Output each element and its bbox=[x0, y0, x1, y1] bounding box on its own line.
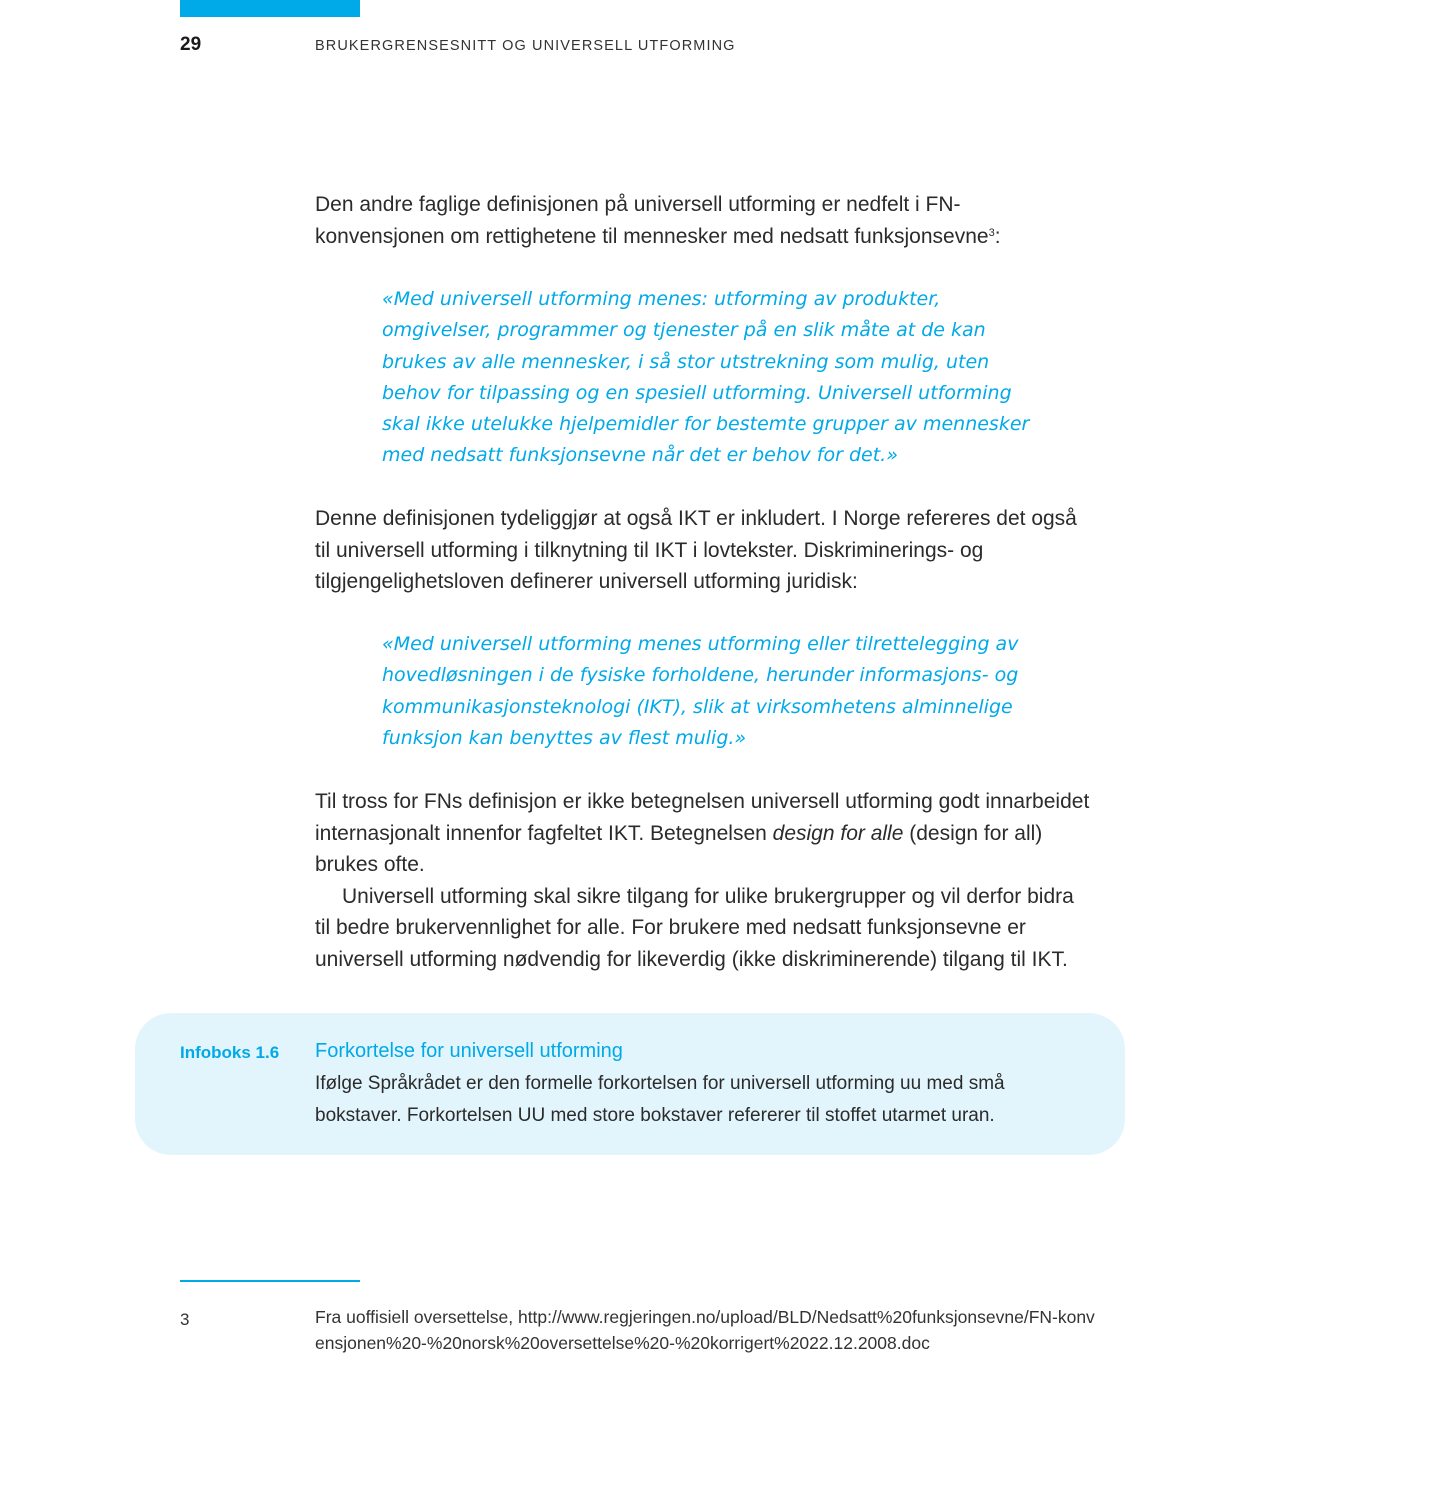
infobox bbox=[135, 1013, 1125, 1155]
paragraph-4: Universell utforming skal sikre tilgang for ulike brukergrupper og vil derfor bidra til bedre brukervennlighet for alle. For brukere med nedsatt funksjonsevne er universell utforming nødvendig for likeverdig (ikke diskriminerende) tilgang til IKT. bbox=[315, 884, 1074, 971]
paragraph-2: Denne definisjonen tydeliggjør at også IKT er inkludert. I Norge refereres det også til universell utforming i tilknytning til IKT i lovtekster. Diskriminerings- og tilgjengelighetsloven definerer universell utforming juridisk: bbox=[315, 507, 1077, 593]
paragraph-1-text: Den andre faglige definisjonen på universell utforming er nedfelt i FN-konvensjonen om rettighetene til mennesker med nedsatt funksjonsevne bbox=[315, 193, 989, 248]
paragraph-1 bbox=[315, 189, 1090, 252]
infobox-text: Ifølge Språkrådet er den formelle forkortelsen for universell utforming uu med små bokstaver. Forkortelsen UU med store bokstaver refererer til stoffet utarmet uran. bbox=[315, 1073, 1005, 1126]
footnote-reference[interactable]: 3 bbox=[988, 226, 995, 239]
footnote-text[interactable]: Fra uoffisiell oversettelse, http://www.regjeringen.no/upload/BLD/Nedsatt%20funksjonsevne/FN-konvensjonen%20-%20norsk%20oversettelse%20-%20korrigert%2022.12.2008.doc bbox=[315, 1307, 1095, 1353]
footnote-number: 3 bbox=[180, 1310, 190, 1329]
paragraphs-3-4 bbox=[315, 786, 1090, 975]
footnote-divider bbox=[180, 1280, 360, 1282]
quote-law-definition: «Med universell utforming menes utforming eller tilrettelegging av hovedløsningen i de fysiske forholdene, herunder informasjons- og kommunikasjonsteknologi (IKT), slik at virksomhetens alminnelige funksjon kan benyttes av flest mulig.» bbox=[382, 633, 1019, 749]
paragraph-3-italic-term: design for alle bbox=[772, 821, 904, 845]
paragraph-3-after: (design for all) brukes ofte. bbox=[315, 821, 1043, 876]
paragraph-3 bbox=[315, 786, 1090, 881]
infobox-label: Infoboks 1.6 bbox=[180, 1043, 280, 1062]
quote-un-definition: «Med universell utforming menes: utforming av produkter, omgivelser, programmer og tjenester på en slik måte at de kan brukes av alle mennesker, i så stor utstrekning som mulig, uten behov for tilpassing og en spesiell utforming. Universell utforming skal ikke utelukke hjelpemidler for bestemte grupper av mennesker med nedsatt funksjonsevne når det er behov for det.» bbox=[382, 288, 1030, 467]
header-accent-bar bbox=[180, 0, 360, 17]
infobox-title: Forkortelse for universell utforming bbox=[315, 1040, 623, 1062]
page-number: 29 bbox=[180, 34, 202, 55]
paragraph-1-end: : bbox=[994, 224, 1001, 248]
paragraph-3-before: Til tross for FNs definisjon er ikke betegnelsen universell utforming godt innarbeidet internasjonalt innenfor fagfeltet IKT. Betegnelsen bbox=[315, 790, 1090, 845]
running-head: BRUKERGRENSESNITT OG UNIVERSELL UTFORMING bbox=[315, 38, 736, 54]
